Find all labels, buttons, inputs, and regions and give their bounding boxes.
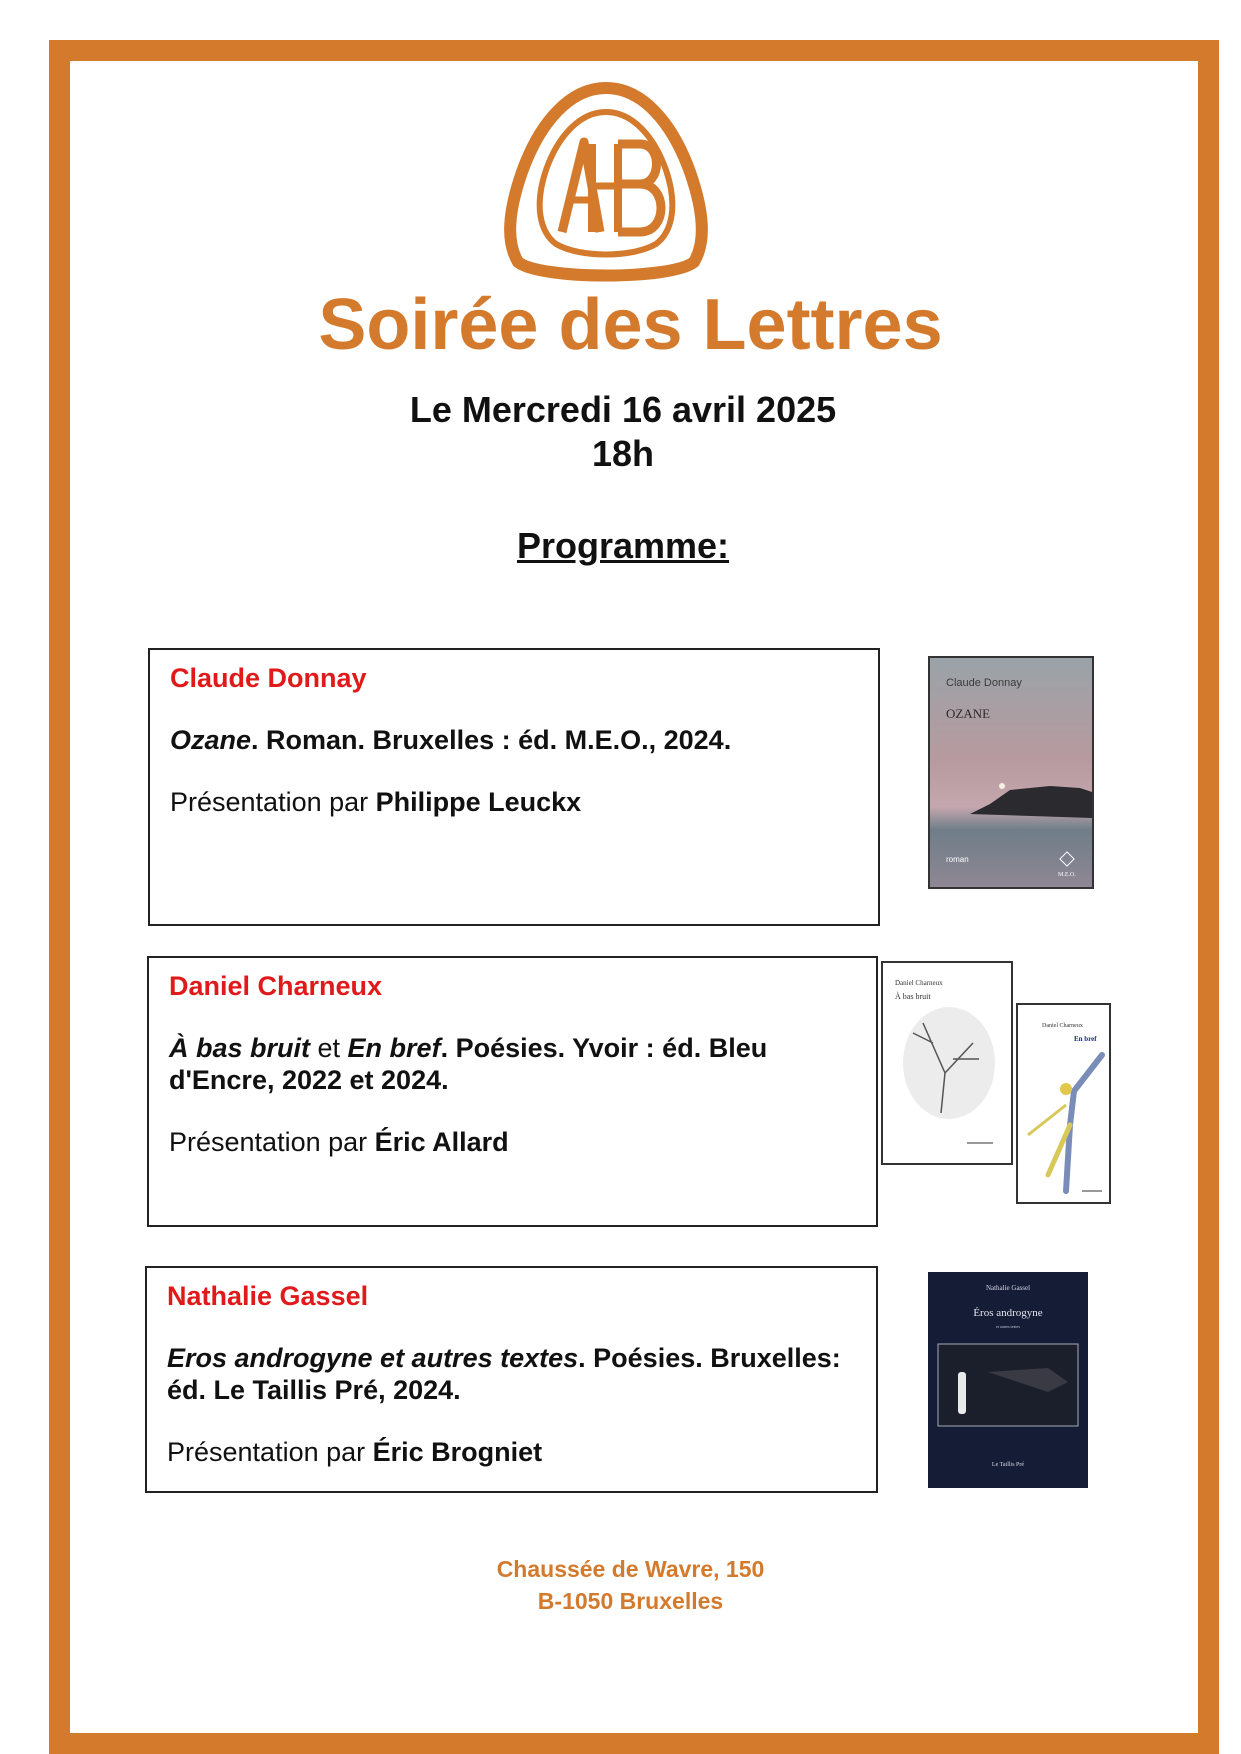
svg-text:M.E.O.: M.E.O. <box>1058 872 1076 878</box>
svg-text:Éros androgyne: Éros androgyne <box>973 1307 1043 1319</box>
book-reference: À bas bruit et En bref. Poésies. Yvoir : éd. Bleu d'Encre, 2022 et 2024. <box>169 1033 768 1095</box>
book-reference: Ozane. Roman. Bruxelles : éd. M.E.O., 2024. <box>170 725 732 755</box>
presentation-line: Présentation par Éric Allard <box>169 1127 509 1157</box>
event-date: Le Mercredi 16 avril 2025 <box>409 389 837 430</box>
event-time: 18h <box>591 433 655 474</box>
svg-text:Le Taillis Pré: Le Taillis Pré <box>991 1462 1025 1468</box>
address-line-2: B-1050 Bruxelles <box>537 1588 724 1614</box>
svg-text:roman: roman <box>946 855 969 864</box>
book-cover-a-bas-bruit <box>881 961 1013 1165</box>
svg-text:Daniel Charneux: Daniel Charneux <box>895 979 943 987</box>
event-title: Soirée des Lettres <box>318 285 943 365</box>
author-name: Nathalie Gassel <box>167 1281 369 1311</box>
programme-entry-charneux <box>147 956 878 1227</box>
svg-text:OZANE: OZANE <box>946 706 991 721</box>
author-name: Claude Donnay <box>170 663 367 693</box>
svg-text:Nathalie Gassel: Nathalie Gassel <box>985 1284 1031 1292</box>
book-cover-ozane <box>928 656 1094 889</box>
presentation-line: Présentation par Éric Brogniet <box>167 1437 543 1467</box>
programme-heading: Programme: <box>516 525 730 566</box>
svg-text:En bref: En bref <box>1074 1035 1097 1043</box>
svg-text:Claude Donnay: Claude Donnay <box>946 677 1022 689</box>
book-cover-eros-androgyne <box>928 1272 1088 1488</box>
svg-text:Daniel Charneux: Daniel Charneux <box>1042 1023 1083 1029</box>
address-line-1: Chaussée de Wavre, 150 <box>496 1556 765 1582</box>
book-cover-en-bref <box>1016 1003 1111 1204</box>
svg-text:À bas bruit: À bas bruit <box>895 992 931 1001</box>
programme-entry-donnay <box>148 648 880 926</box>
presentation-line: Présentation par Philippe Leuckx <box>170 787 582 817</box>
programme-entry-gassel <box>145 1266 878 1493</box>
author-name: Daniel Charneux <box>169 971 383 1001</box>
svg-text:et autres textes: et autres textes <box>996 1324 1020 1329</box>
book-reference: Eros androgyne et autres textes. Poésies. Bruxelles: éd. Le Taillis Pré, 2024. <box>167 1343 841 1405</box>
ahb-logo-icon <box>500 82 712 282</box>
